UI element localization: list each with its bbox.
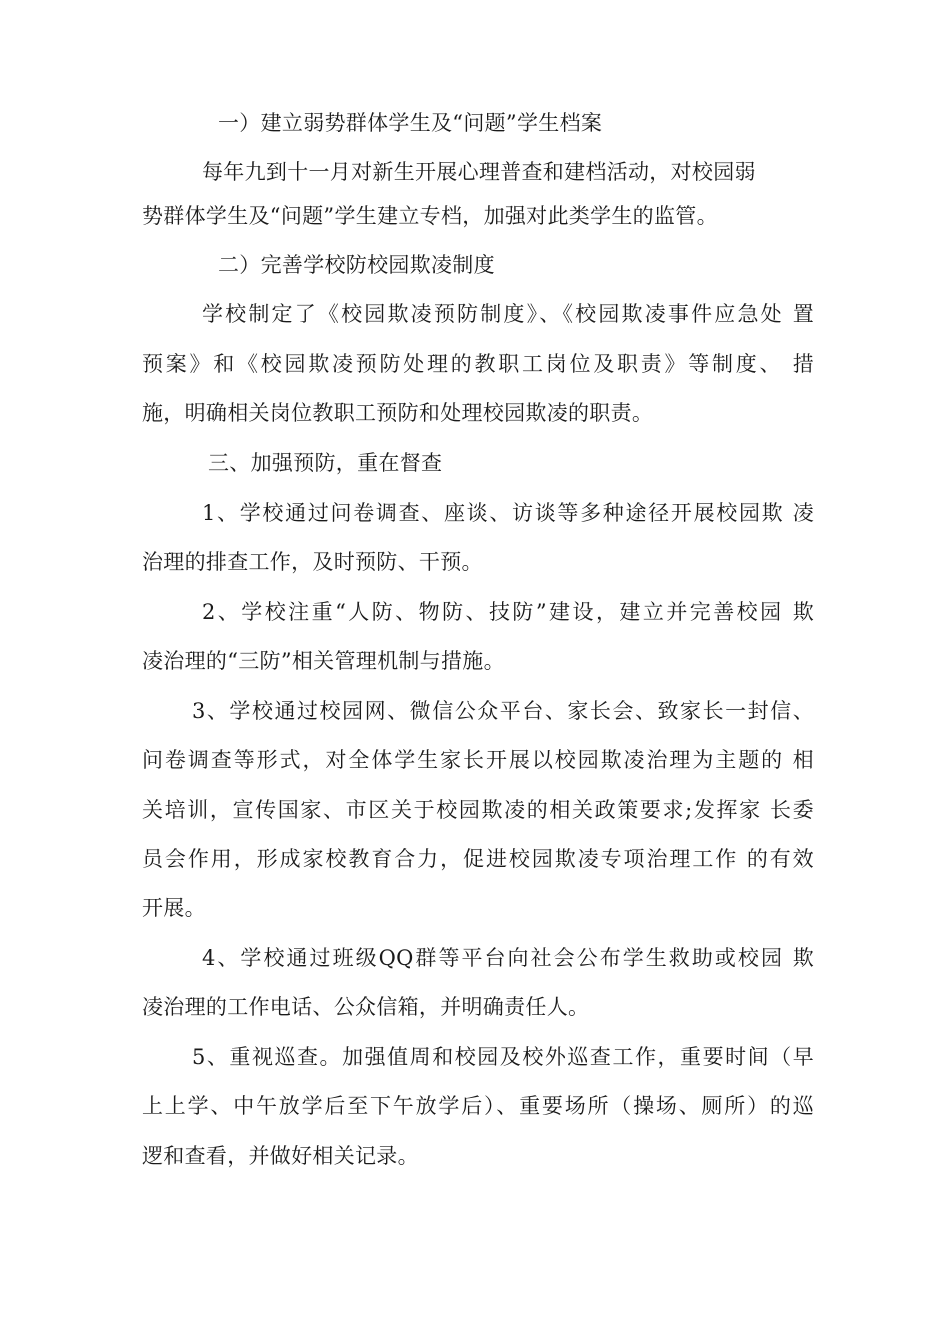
item-3-line-2: 问卷调查等形式，对全体学生家长开展以校园欺凌治理为主题的 相	[142, 748, 814, 772]
item-3-line-3: 关培训，宣传国家、市区关于校园欺凌的相关政策要求;发挥家 长委	[142, 798, 814, 822]
item-2-line-2: 凌治理的“三防”相关管理机制与措施。	[142, 649, 505, 673]
heading-1: 一）建立弱势群体学生及“问题”学生档案	[218, 111, 603, 135]
heading-3: 三、加强预防，重在督查	[208, 451, 443, 475]
item-5-line-2: 上上学、中午放学后至下午放学后）、重要场所（操场、厕所）的巡	[142, 1094, 814, 1118]
paragraph-2-line-3: 施，明确相关岗位教职工预防和处理校园欺凌的职责。	[142, 401, 654, 425]
paragraph-2-line-1: 学校制定了《校园欺凌预防制度》、《校园欺凌事件应急处 置	[202, 302, 814, 326]
paragraph-1-line-1: 每年九到十一月对新生开展心理普查和建档活动，对校园弱	[202, 160, 756, 184]
item-5-line-1: 5、重视巡查。加强值周和校园及校外巡查工作，重要时间（早	[192, 1045, 814, 1069]
paragraph-1-line-2: 势群体学生及“问题”学生建立专档，加强对此类学生的监管。	[142, 204, 718, 228]
item-2-line-1: 2、学校注重“人防、物防、技防”建设，建立并完善校园 欺	[202, 600, 814, 624]
item-3-line-1: 3、学校通过校园网、微信公众平台、家长会、致家长一封信、	[192, 699, 814, 723]
item-4-line-2: 凌治理的工作电话、公众信箱，并明确责任人。	[142, 995, 590, 1019]
item-3-line-4: 员会作用，形成家校教育合力，促进校园欺凌专项治理工作 的有效	[142, 847, 814, 871]
item-1-line-2: 治理的排查工作，及时预防、干预。	[142, 550, 483, 574]
heading-2: 二）完善学校防校园欺凌制度	[218, 253, 495, 277]
item-3-line-5: 开展。	[142, 896, 206, 920]
paragraph-2-line-2: 预案》和《校园欺凌预防处理的教职工岗位及职责》等制度、 措	[142, 352, 814, 376]
item-5-line-3: 逻和查看，并做好相关记录。	[142, 1144, 419, 1168]
item-1-line-1: 1、学校通过问卷调查、座谈、访谈等多种途径开展校园欺 凌	[202, 501, 814, 525]
item-4-line-1: 4、学校通过班级QQ群等平台向社会公布学生救助或校园 欺	[202, 946, 814, 970]
